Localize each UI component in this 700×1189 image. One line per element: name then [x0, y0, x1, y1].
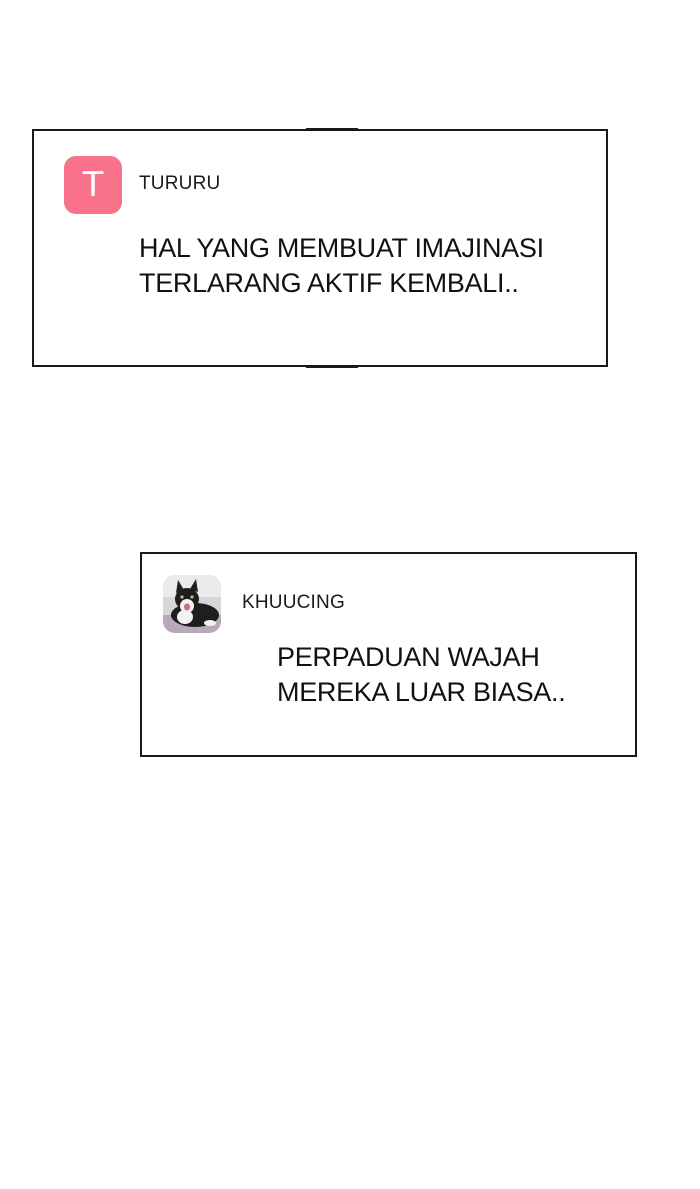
- cat-photo-icon: [163, 575, 221, 633]
- avatar-letter: T: [82, 165, 104, 205]
- username: TURURU: [139, 173, 221, 194]
- comment-line: HAL YANG MEMBUAT IMAJINASI: [139, 233, 544, 263]
- comment-card-khuucing: [140, 552, 637, 757]
- comment-card-tururu: [32, 129, 608, 367]
- comment-text: [139, 231, 544, 301]
- avatar: [163, 575, 221, 633]
- comment-text: [277, 640, 565, 710]
- panel-connector-bottom: [306, 366, 358, 368]
- comment-line: TERLARANG AKTIF KEMBALI..: [139, 268, 519, 298]
- comment-line: MEREKA LUAR BIASA..: [277, 677, 566, 707]
- username: KHUUCING: [242, 592, 345, 613]
- avatar: [64, 156, 122, 214]
- comment-line: PERPADUAN WAJAH: [277, 642, 540, 672]
- panel-connector-top: [306, 128, 358, 130]
